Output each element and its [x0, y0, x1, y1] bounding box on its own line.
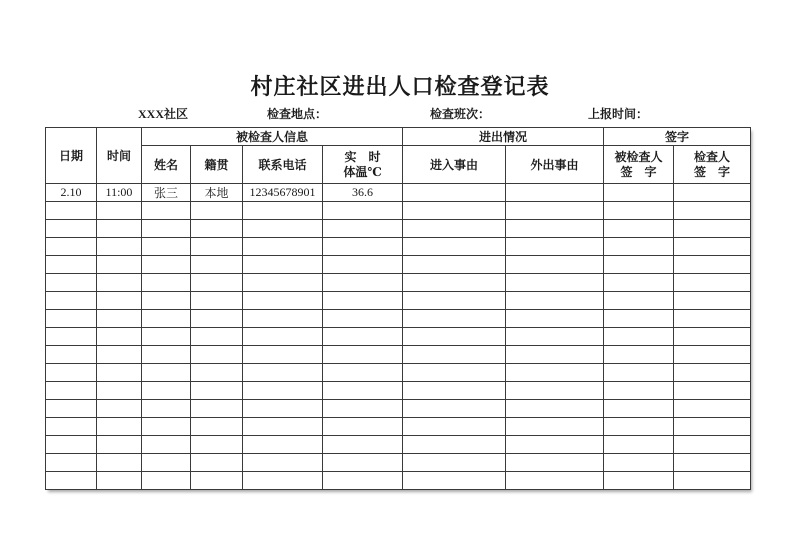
cell-inspector-sign — [674, 472, 751, 490]
temperature-label-line2: 体温℃ — [343, 164, 382, 179]
cell-inspected-sign — [604, 346, 674, 364]
cell-phone — [243, 292, 323, 310]
inspected-signature-label-line1: 被检查人 — [614, 149, 663, 164]
cell-inspected-sign — [604, 202, 674, 220]
cell-name — [142, 364, 191, 382]
cell-time — [97, 220, 142, 238]
table-header — [46, 128, 751, 184]
cell-date — [46, 292, 97, 310]
cell-entry-reason — [403, 184, 506, 202]
registration-table — [45, 127, 751, 490]
cell-time — [97, 292, 142, 310]
cell-name — [142, 346, 191, 364]
community-label: XXX社区 — [138, 107, 188, 121]
table-row — [46, 328, 751, 346]
cell-inspected-sign — [604, 418, 674, 436]
cell-phone — [243, 454, 323, 472]
cell-native-place: 本地 — [191, 184, 243, 202]
header-group-row — [46, 128, 751, 146]
cell-time — [97, 364, 142, 382]
cell-date — [46, 202, 97, 220]
col-header-inspector-signature — [674, 146, 751, 184]
cell-inspector-sign — [674, 436, 751, 454]
inspector-signature-label-line1: 检查人 — [694, 149, 731, 164]
cell-name — [142, 382, 191, 400]
cell-phone — [243, 238, 323, 256]
cell-inspector-sign — [674, 256, 751, 274]
cell-inspected-sign — [604, 184, 674, 202]
cell-native-place — [191, 328, 243, 346]
group-header-entry-exit: 进出情况 — [403, 128, 604, 146]
cell-time — [97, 328, 142, 346]
cell-date: 2.10 — [46, 184, 97, 202]
cell-name: 张三 — [142, 184, 191, 202]
cell-native-place — [191, 292, 243, 310]
cell-inspected-sign — [604, 310, 674, 328]
cell-inspector-sign — [674, 400, 751, 418]
table-row — [46, 400, 751, 418]
cell-inspector-sign — [674, 382, 751, 400]
cell-temperature — [323, 382, 403, 400]
cell-date — [46, 418, 97, 436]
cell-name — [142, 238, 191, 256]
cell-native-place — [191, 418, 243, 436]
cell-native-place — [191, 238, 243, 256]
cell-entry-reason — [403, 328, 506, 346]
cell-exit-reason — [506, 256, 604, 274]
cell-entry-reason — [403, 256, 506, 274]
table-row — [46, 274, 751, 292]
cell-inspector-sign — [674, 184, 751, 202]
col-header-inspected-signature — [604, 146, 674, 184]
header-sub-row — [46, 146, 751, 184]
cell-date — [46, 238, 97, 256]
cell-date — [46, 382, 97, 400]
cell-entry-reason — [403, 436, 506, 454]
cell-entry-reason — [403, 400, 506, 418]
cell-native-place — [191, 400, 243, 418]
cell-time — [97, 454, 142, 472]
cell-exit-reason — [506, 238, 604, 256]
cell-entry-reason — [403, 310, 506, 328]
cell-date — [46, 328, 97, 346]
cell-time: 11:00 — [97, 184, 142, 202]
cell-phone — [243, 472, 323, 490]
cell-exit-reason — [506, 184, 604, 202]
cell-date — [46, 472, 97, 490]
cell-inspector-sign — [674, 454, 751, 472]
cell-phone — [243, 418, 323, 436]
cell-exit-reason — [506, 436, 604, 454]
cell-name — [142, 310, 191, 328]
inspection-location-label: 检查地点： — [267, 107, 328, 121]
cell-phone — [243, 400, 323, 418]
table-row — [46, 184, 751, 202]
cell-date — [46, 274, 97, 292]
table-row — [46, 472, 751, 490]
cell-name — [142, 328, 191, 346]
cell-entry-reason — [403, 274, 506, 292]
table-body — [46, 184, 751, 490]
cell-phone — [243, 364, 323, 382]
cell-inspected-sign — [604, 238, 674, 256]
cell-date — [46, 310, 97, 328]
cell-temperature — [323, 436, 403, 454]
cell-phone — [243, 256, 323, 274]
cell-inspector-sign — [674, 292, 751, 310]
table-row — [46, 382, 751, 400]
cell-exit-reason — [506, 382, 604, 400]
cell-inspected-sign — [604, 436, 674, 454]
cell-inspector-sign — [674, 310, 751, 328]
page-title: 村庄社区进出人口检查登记表 — [250, 74, 550, 99]
cell-date — [46, 436, 97, 454]
cell-temperature — [323, 292, 403, 310]
cell-exit-reason — [506, 364, 604, 382]
cell-time — [97, 256, 142, 274]
table-row — [46, 364, 751, 382]
cell-native-place — [191, 202, 243, 220]
cell-native-place — [191, 454, 243, 472]
cell-inspected-sign — [604, 328, 674, 346]
cell-entry-reason — [403, 418, 506, 436]
inspection-shift-label: 检查班次： — [430, 107, 491, 121]
col-header-temperature — [323, 146, 403, 184]
cell-entry-reason — [403, 472, 506, 490]
cell-name — [142, 418, 191, 436]
cell-time — [97, 346, 142, 364]
cell-time — [97, 238, 142, 256]
cell-inspected-sign — [604, 256, 674, 274]
table-row — [46, 436, 751, 454]
table-row — [46, 418, 751, 436]
col-header-date: 日期 — [46, 128, 97, 184]
cell-inspector-sign — [674, 202, 751, 220]
cell-entry-reason — [403, 202, 506, 220]
cell-inspector-sign — [674, 418, 751, 436]
table-row — [46, 238, 751, 256]
cell-native-place — [191, 382, 243, 400]
cell-inspected-sign — [604, 454, 674, 472]
cell-temperature — [323, 400, 403, 418]
cell-exit-reason — [506, 454, 604, 472]
cell-phone — [243, 346, 323, 364]
cell-temperature — [323, 256, 403, 274]
cell-name — [142, 292, 191, 310]
group-header-inspected-info: 被检查人信息 — [142, 128, 403, 146]
table-row — [46, 310, 751, 328]
cell-time — [97, 202, 142, 220]
temperature-label-line1: 实 时 — [344, 149, 381, 164]
col-header-exit-reason: 外出事由 — [506, 146, 604, 184]
cell-temperature — [323, 202, 403, 220]
inspected-signature-label-line2: 签 字 — [620, 164, 657, 179]
cell-temperature — [323, 238, 403, 256]
col-header-name: 姓名 — [142, 146, 191, 184]
cell-exit-reason — [506, 202, 604, 220]
cell-date — [46, 346, 97, 364]
cell-phone: 12345678901 — [243, 184, 323, 202]
cell-native-place — [191, 472, 243, 490]
col-header-native-place: 籍贯 — [191, 146, 243, 184]
cell-exit-reason — [506, 472, 604, 490]
cell-inspector-sign — [674, 364, 751, 382]
cell-phone — [243, 328, 323, 346]
table-row — [46, 292, 751, 310]
group-header-signature: 签字 — [604, 128, 751, 146]
cell-exit-reason — [506, 274, 604, 292]
cell-temperature — [323, 328, 403, 346]
cell-inspected-sign — [604, 220, 674, 238]
cell-phone — [243, 220, 323, 238]
cell-phone — [243, 382, 323, 400]
cell-name — [142, 436, 191, 454]
cell-inspected-sign — [604, 274, 674, 292]
cell-name — [142, 256, 191, 274]
cell-name — [142, 400, 191, 418]
cell-inspected-sign — [604, 292, 674, 310]
table-row — [46, 256, 751, 274]
cell-entry-reason — [403, 364, 506, 382]
cell-temperature: 36.6 — [323, 184, 403, 202]
cell-temperature — [323, 454, 403, 472]
cell-name — [142, 220, 191, 238]
cell-temperature — [323, 220, 403, 238]
cell-inspected-sign — [604, 382, 674, 400]
cell-time — [97, 274, 142, 292]
registration-table-grid — [45, 127, 751, 490]
table-row — [46, 346, 751, 364]
cell-date — [46, 400, 97, 418]
meta-row — [0, 105, 800, 123]
cell-exit-reason — [506, 328, 604, 346]
cell-inspector-sign — [674, 346, 751, 364]
cell-native-place — [191, 274, 243, 292]
cell-temperature — [323, 364, 403, 382]
cell-native-place — [191, 256, 243, 274]
cell-temperature — [323, 472, 403, 490]
cell-inspector-sign — [674, 238, 751, 256]
cell-temperature — [323, 310, 403, 328]
cell-temperature — [323, 418, 403, 436]
inspector-signature-label-line2: 签 字 — [694, 164, 731, 179]
col-header-phone: 联系电话 — [243, 146, 323, 184]
cell-exit-reason — [506, 220, 604, 238]
cell-time — [97, 310, 142, 328]
cell-date — [46, 220, 97, 238]
cell-name — [142, 274, 191, 292]
cell-inspector-sign — [674, 328, 751, 346]
cell-temperature — [323, 346, 403, 364]
cell-time — [97, 382, 142, 400]
cell-entry-reason — [403, 292, 506, 310]
cell-native-place — [191, 310, 243, 328]
cell-exit-reason — [506, 292, 604, 310]
cell-exit-reason — [506, 400, 604, 418]
cell-inspected-sign — [604, 472, 674, 490]
cell-date — [46, 256, 97, 274]
cell-native-place — [191, 346, 243, 364]
cell-time — [97, 418, 142, 436]
cell-exit-reason — [506, 310, 604, 328]
cell-inspected-sign — [604, 364, 674, 382]
cell-date — [46, 364, 97, 382]
cell-time — [97, 400, 142, 418]
report-time-label: 上报时间： — [588, 107, 649, 121]
cell-temperature — [323, 274, 403, 292]
cell-time — [97, 472, 142, 490]
cell-exit-reason — [506, 346, 604, 364]
cell-phone — [243, 436, 323, 454]
cell-name — [142, 472, 191, 490]
cell-name — [142, 454, 191, 472]
cell-exit-reason — [506, 418, 604, 436]
col-header-entry-reason: 进入事由 — [403, 146, 506, 184]
cell-entry-reason — [403, 346, 506, 364]
cell-native-place — [191, 220, 243, 238]
cell-name — [142, 202, 191, 220]
cell-native-place — [191, 436, 243, 454]
table-row — [46, 454, 751, 472]
cell-phone — [243, 202, 323, 220]
cell-entry-reason — [403, 238, 506, 256]
cell-entry-reason — [403, 382, 506, 400]
cell-entry-reason — [403, 220, 506, 238]
table-row — [46, 202, 751, 220]
cell-phone — [243, 274, 323, 292]
cell-inspector-sign — [674, 274, 751, 292]
cell-inspected-sign — [604, 400, 674, 418]
cell-time — [97, 436, 142, 454]
cell-date — [46, 454, 97, 472]
cell-entry-reason — [403, 454, 506, 472]
cell-phone — [243, 310, 323, 328]
table-row — [46, 220, 751, 238]
col-header-time: 时间 — [97, 128, 142, 184]
cell-inspector-sign — [674, 220, 751, 238]
cell-native-place — [191, 364, 243, 382]
